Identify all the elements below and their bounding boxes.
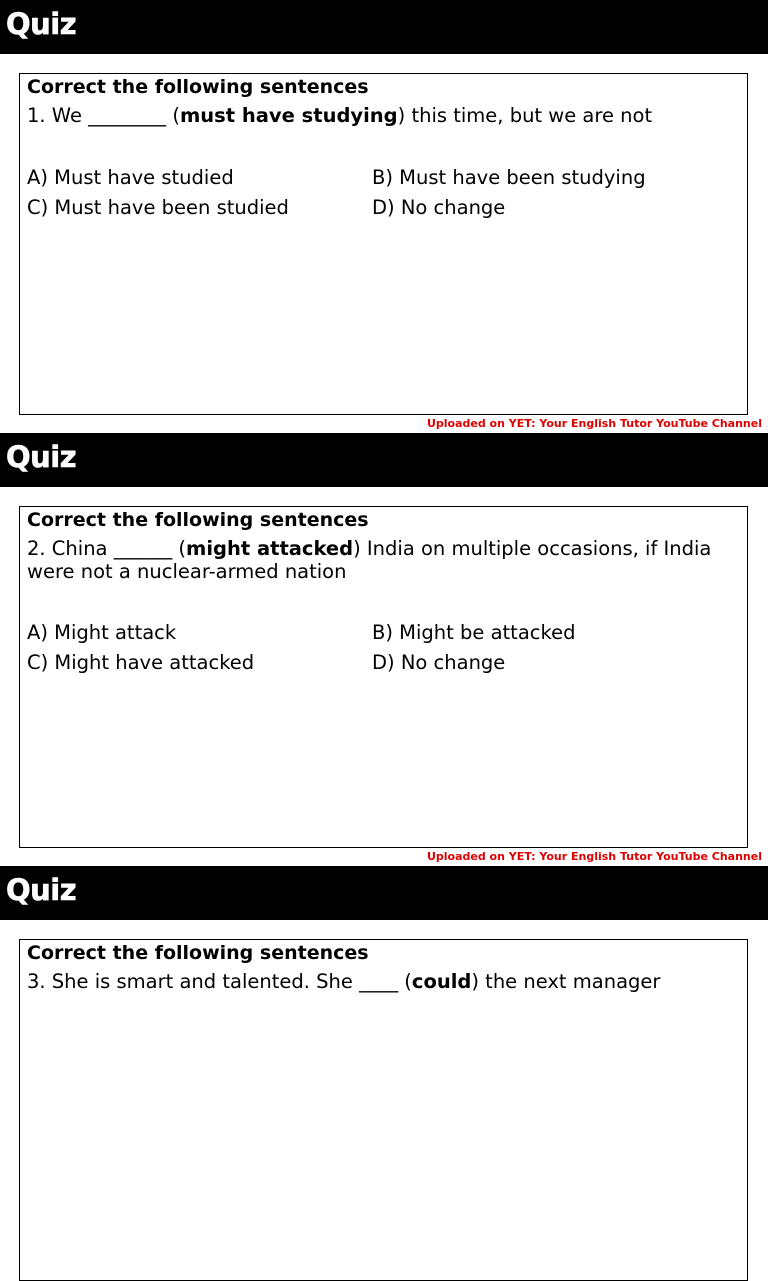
instructions-heading: Correct the following sentences xyxy=(27,76,369,98)
question-text xyxy=(27,970,737,993)
question-box xyxy=(19,73,748,415)
option-b: B) Must have been studying xyxy=(372,166,646,189)
quiz-title: Quiz xyxy=(6,873,77,907)
quiz-header-bar xyxy=(0,866,768,920)
quiz-title: Quiz xyxy=(6,7,77,41)
option-d: D) No change xyxy=(372,651,506,674)
quiz-header-bar xyxy=(0,433,768,487)
upload-credit: Uploaded on YET: Your English Tutor YouTube Channel xyxy=(426,850,762,863)
question-suffix: ) the next manager xyxy=(471,970,661,993)
option-d: D) No change xyxy=(372,196,506,219)
option-b: B) Might be attacked xyxy=(372,621,576,644)
option-c: C) Might have attacked xyxy=(27,651,255,674)
question-highlight: could xyxy=(411,970,472,993)
option-c: C) Must have been studied xyxy=(27,196,289,219)
quiz-header-bar xyxy=(0,0,768,54)
upload-credit: Uploaded on YET: Your English Tutor YouTube Channel xyxy=(426,417,762,430)
question-suffix: ) India on multiple occasions, if India were not a nuclear-armed nation xyxy=(27,537,712,583)
question-highlight: must have studying xyxy=(179,104,398,127)
option-a: A) Must have studied xyxy=(27,166,234,189)
question-highlight: might attacked xyxy=(186,537,354,560)
instructions-heading: Correct the following sentences xyxy=(27,509,369,531)
quiz-slide-3 xyxy=(0,866,768,1024)
quiz-title: Quiz xyxy=(6,440,77,474)
question-prefix: 3. She is smart and talented. She ____ ( xyxy=(27,970,412,993)
option-a: A) Might attack xyxy=(27,621,177,644)
quiz-slide-2 xyxy=(0,433,768,866)
question-text xyxy=(27,104,737,127)
question-box xyxy=(19,939,748,1281)
question-prefix: 1. We ________ ( xyxy=(27,104,180,127)
quiz-slide-1 xyxy=(0,0,768,433)
question-text xyxy=(27,537,737,583)
question-suffix: ) this time, but we are not xyxy=(397,104,653,127)
question-box xyxy=(19,506,748,848)
question-prefix: 2. China ______ ( xyxy=(27,537,187,560)
instructions-heading: Correct the following sentences xyxy=(27,942,369,964)
